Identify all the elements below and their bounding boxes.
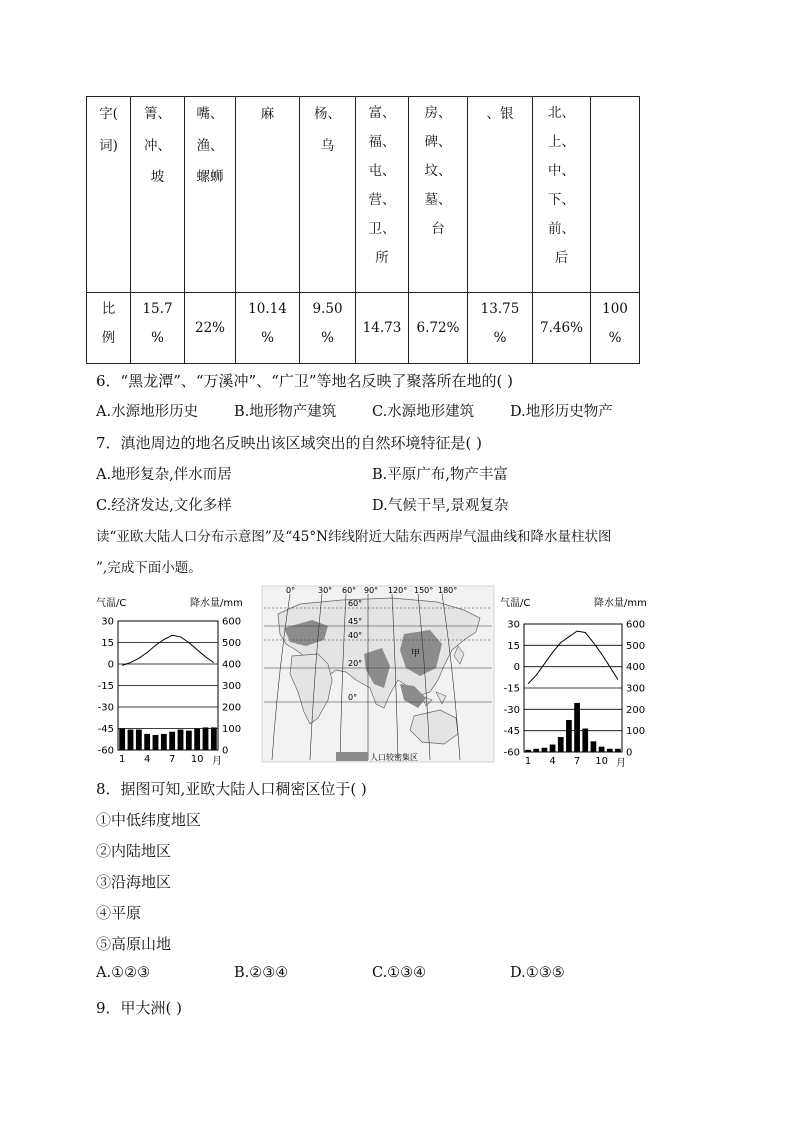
precip-tick-label: 0	[626, 747, 633, 759]
precip-bar	[128, 730, 134, 750]
question-9-stem: 9．甲大洲( )	[96, 999, 183, 1017]
precip-bar	[615, 749, 621, 752]
question-6-option-d[interactable]: D.地形历史物产	[510, 404, 613, 420]
longitude-label: 180°	[438, 586, 458, 595]
precip-bar	[144, 734, 150, 750]
question-7-option-b[interactable]: B.平原广布,物产丰富	[372, 467, 508, 483]
question-6-option-a[interactable]: A.水源地形历史	[96, 404, 199, 420]
precip-tick-label: 500	[222, 638, 242, 649]
right-chart-grid	[524, 624, 622, 752]
table-cell: 100 %	[591, 293, 640, 364]
precip-bar	[574, 703, 580, 752]
table-cell: 北、 上、 中、 下、 前、 后	[533, 97, 591, 293]
latitude-label: 0°	[348, 693, 358, 702]
table-cell: 9.50 %	[300, 293, 356, 364]
longitude-label: 90°	[364, 586, 379, 595]
table-cell: 富、 福、 屯、 营、 卫、 所	[356, 97, 409, 293]
temp-tick-label: -60	[97, 745, 114, 757]
right-chart-bars	[525, 703, 621, 752]
left-temperature-curve	[122, 635, 214, 665]
precip-tick-label: 100	[626, 726, 646, 738]
precip-bar	[161, 734, 167, 750]
legend-swatch	[336, 752, 368, 761]
month-unit-label: 月	[212, 756, 222, 767]
question-6-stem: 6．“黑龙潭”、“万溪冲”、“广卫”等地名反映了聚落所在地的( )	[96, 372, 514, 390]
right-climate-chart	[500, 596, 647, 769]
precip-bar	[566, 720, 572, 752]
month-tick-label: 10	[190, 754, 204, 765]
right-temperature-curve	[528, 631, 618, 684]
precip-bar	[136, 730, 142, 750]
right-temp-axis-label: 气温/C	[500, 598, 531, 609]
climate-and-map-figure	[92, 584, 662, 774]
longitude-label: 30°	[318, 586, 333, 595]
precip-tick-label: 0	[222, 745, 229, 757]
table-cell: 10.14 %	[236, 293, 300, 364]
question-8-option-c[interactable]: C.①③④	[372, 965, 427, 981]
question-8-item-1: ①中低纬度地区	[96, 811, 202, 829]
table-cell: 比 例	[87, 293, 131, 364]
longitude-label: 120°	[388, 586, 408, 595]
table-cell: 房、 碑、 坟、 墓、 台	[409, 97, 468, 293]
table-cell: 13.75 %	[468, 293, 533, 364]
precip-bar	[178, 730, 184, 750]
precip-bar	[558, 737, 564, 752]
precip-bar	[542, 748, 548, 752]
precip-bar	[599, 747, 605, 752]
temp-tick-label: -45	[503, 726, 520, 738]
latitude-label: 60°	[348, 599, 363, 608]
longitude-label: 60°	[342, 586, 357, 595]
precip-bar	[119, 729, 125, 751]
latitude-label: 45°	[348, 617, 363, 626]
precip-tick-label: 200	[626, 704, 646, 716]
month-tick-label: 4	[549, 756, 556, 767]
precip-tick-label: 400	[626, 662, 646, 674]
table-cell: 麻	[236, 97, 300, 293]
precip-bar	[211, 727, 217, 750]
precip-tick-label: 300	[222, 681, 242, 692]
question-7-option-a[interactable]: A.地形复杂,伴水而居	[96, 467, 232, 483]
table-row-chars	[87, 97, 640, 293]
left-chart-bars	[119, 727, 217, 750]
table-cell: 7.46%	[533, 293, 591, 364]
precip-tick-label: 300	[626, 683, 646, 695]
temp-tick-label: -30	[503, 704, 520, 716]
table-row-ratio	[87, 293, 640, 364]
right-precip-axis-label: 降水量/mm	[594, 598, 647, 609]
precip-bar	[591, 741, 597, 752]
temp-tick-label: 0	[107, 659, 114, 671]
question-7-option-c[interactable]: C.经济发达,文化多样	[96, 498, 232, 514]
intro-line-1: 读“亚欧大陆人口分布示意图”及“45°N纬线附近大陆东西两岸气温曲线和降水量柱状图	[96, 529, 612, 545]
temp-tick-label: -45	[97, 724, 114, 735]
table-cell: 、银	[468, 97, 533, 293]
table-cell: 嘴、 渔、 螺蛳	[185, 97, 236, 293]
temp-tick-label: 30	[507, 619, 520, 631]
temp-tick-label: -30	[97, 702, 114, 714]
table-cell: 字( 词)	[87, 97, 131, 293]
latitude-label: 40°	[348, 631, 363, 640]
precip-tick-label: 500	[626, 640, 646, 652]
table-cell: 14.73	[356, 293, 409, 364]
precip-tick-label: 100	[222, 724, 242, 735]
eurasia-population-map	[262, 586, 494, 762]
table-cell: 6.72%	[409, 293, 468, 364]
precip-bar	[169, 732, 175, 750]
question-7-stem: 7．滇池周边的地名反映出该区域突出的自然环境特征是( )	[96, 434, 483, 452]
month-tick-label: 1	[524, 756, 532, 767]
precip-bar	[607, 749, 613, 752]
precip-bar	[153, 735, 159, 750]
longitude-label: 0°	[286, 586, 296, 595]
place-name-table	[86, 96, 640, 364]
latitude-label: 20°	[348, 659, 363, 668]
question-8-option-b[interactable]: B.②③④	[234, 965, 289, 981]
temp-tick-label: 15	[101, 638, 114, 649]
table-cell: 22%	[185, 293, 236, 364]
temp-tick-label: 15	[507, 640, 520, 652]
precip-bar	[582, 729, 588, 752]
question-7-option-d[interactable]: D.气候干旱,景观复杂	[372, 498, 509, 514]
temp-tick-label: -15	[97, 681, 114, 692]
intro-line-2: ”,完成下面小题。	[96, 560, 202, 576]
question-8-stem: 8．据图可知,亚欧大陆人口稠密区位于( )	[96, 780, 367, 798]
precip-tick-label: 200	[222, 702, 242, 714]
longitude-label: 150°	[414, 586, 434, 595]
question-6-option-c[interactable]: C.水源地形建筑	[372, 404, 475, 420]
table-cell: 杨、 乌	[300, 97, 356, 293]
month-tick-label: 7	[573, 756, 581, 767]
precip-bar	[533, 749, 539, 752]
month-tick-label: 4	[143, 754, 151, 765]
precip-bar	[550, 745, 556, 752]
table-cell: 15.7 %	[131, 293, 185, 364]
question-8-item-5: ⑤高原山地	[96, 935, 172, 953]
question-8-option-a[interactable]: A.①②③	[96, 965, 151, 981]
temp-tick-label: -15	[503, 683, 520, 695]
left-temp-axis-label: 气温/C	[96, 598, 127, 609]
temp-tick-label: -60	[503, 747, 520, 759]
left-precip-axis-label: 降水量/mm	[190, 598, 243, 609]
table-cell	[591, 97, 640, 293]
precip-bar	[525, 750, 531, 752]
precip-bar	[203, 727, 209, 750]
precip-tick-label: 600	[222, 616, 242, 628]
temp-tick-label: 0	[513, 662, 520, 674]
temp-tick-label: 30	[101, 616, 114, 628]
legend-text: 人口较密集区	[370, 753, 418, 762]
month-unit-label: 月	[616, 758, 626, 769]
question-6-option-b[interactable]: B.地形物产建筑	[234, 404, 337, 420]
precip-bar	[186, 731, 192, 750]
month-tick-label: 1	[118, 754, 126, 765]
month-tick-label: 7	[168, 754, 176, 765]
question-8-item-3: ③沿海地区	[96, 873, 172, 891]
left-climate-chart	[96, 596, 243, 767]
question-8-item-4: ④平原	[96, 904, 142, 922]
region-label-jia: 甲	[411, 649, 421, 659]
precip-tick-label: 400	[222, 659, 242, 671]
question-8-item-2: ②内陆地区	[96, 842, 172, 860]
question-8-option-d[interactable]: D.①③⑤	[510, 965, 565, 981]
month-tick-label: 10	[595, 756, 608, 767]
precip-tick-label: 600	[626, 619, 646, 631]
table-cell: 箐、 冲、 坡	[131, 97, 185, 293]
precip-bar	[194, 729, 200, 751]
